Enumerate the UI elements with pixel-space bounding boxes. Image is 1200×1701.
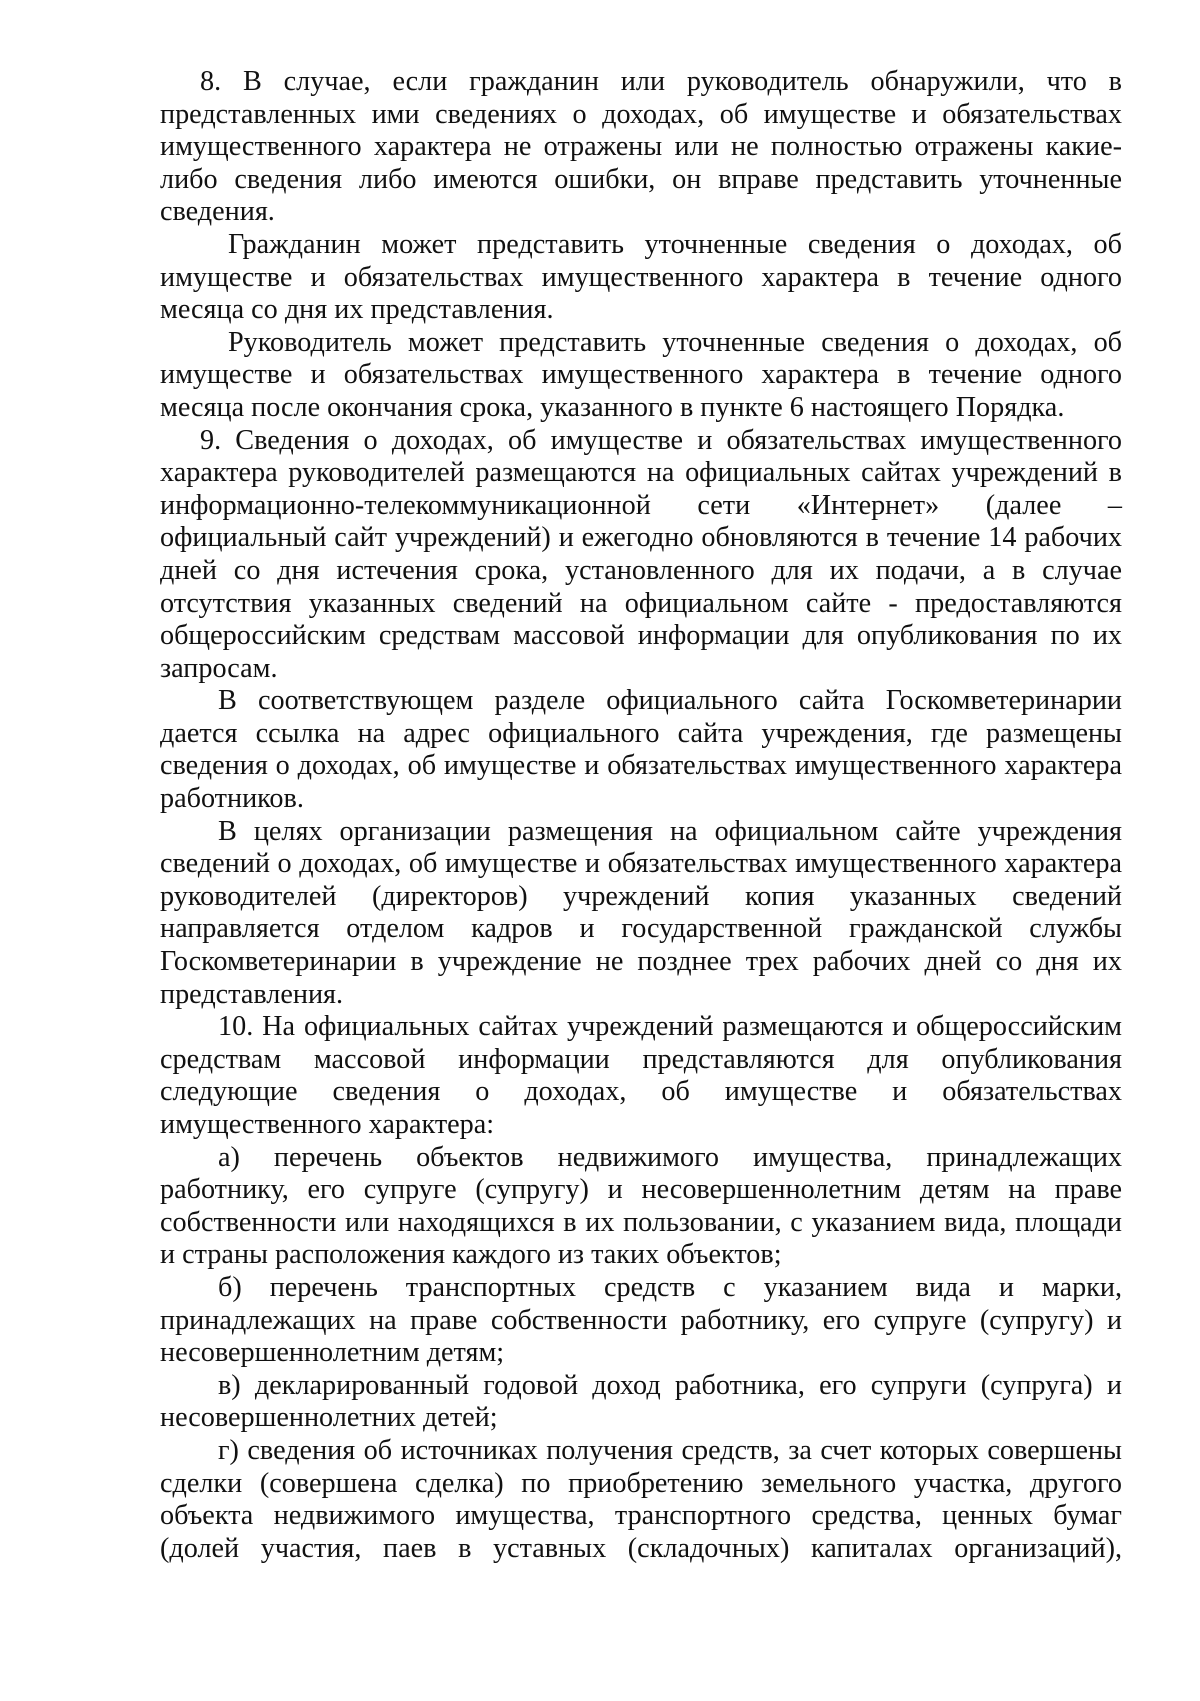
document-body [160, 66, 1122, 1565]
paragraph-item-10: 10. На официальных сайтах учреждений размещаются и общероссийским средствам массовой информации представляются для опубликования следующие сведения о доходах, об имуществе и обязательствах имущественного характера: [160, 1011, 1122, 1140]
list-item-b: б) перечень транспортных средств с указанием вида и марки, принадлежащих на праве собственности работнику, его супруге (супругу) и несовершеннолетним детям; [160, 1271, 1122, 1369]
paragraph-item-8: 8. В случае, если гражданин или руководитель обнаружили, что в представленных ими сведениях о доходах, об имуществе и обязательствах имущественного характера не отражены или не полностью отражены какие-либо сведения либо имеются ошибки, он вправе представить уточненные сведения. [160, 66, 1122, 228]
paragraph-head-correction: Руководитель может представить уточненные сведения о доходах, об имуществе и обязательствах имущественного характера в течение одного месяца после окончания срока, указанного в пункте 6 настоящего Порядка. [160, 326, 1122, 423]
paragraph-website-link: В соответствующем разделе официального сайта Госкомветеринарии дается ссылка на адрес официального сайта учреждения, где размещены сведения о доходах, об имуществе и обязательствах имущественного характера работников. [160, 685, 1122, 815]
list-item-g: г) сведения об источниках получения средств, за счет которых совершены сделки (совершена сделка) по приобретению земельного участка, другого объекта недвижимого имущества, транспортного средства, ценных бумаг (долей участия, паев в уставных (складочных) капиталах организаций), [160, 1434, 1122, 1564]
paragraph-item-9: 9. Сведения о доходах, об имуществе и обязательствах имущественного характера руководителей размещаются на официальных сайтах учреждений в информационно-телекоммуникационной сети «Интернет» (далее – официальный сайт учреждений) и ежегодно обновляются в течение 14 рабочих дней со дня истечения срока, установленного для их подачи, а в случае отсутствия указанных сведений на официальном сайте - предоставляются общероссийским средствам массовой информации для опубликования по их запросам. [160, 424, 1122, 684]
list-item-v: в) декларированный годовой доход работника, его супруги (супруга) и несовершеннолетних детей; [160, 1369, 1122, 1434]
paragraph-citizen-correction: Гражданин может представить уточненные сведения о доходах, об имуществе и обязательствах имущественного характера в течение одного месяца со дня их представления. [160, 228, 1122, 326]
list-item-a: а) перечень объектов недвижимого имущества, принадлежащих работнику, его супруге (супругу) и несовершеннолетним детям на праве собственности или находящихся в их пользовании, с указанием вида, площади и страны расположения каждого из таких объектов; [160, 1141, 1122, 1271]
paragraph-publication-organization: В целях организации размещения на официальном сайте учреждения сведений о доходах, об имуществе и обязательствах имущественного характера руководителей (директоров) учреждений копия указанных сведений направляется отделом кадров и государственной гражданской службы Госкомветеринарии в учреждение не позднее трех рабочих дней со дня их представления. [160, 815, 1122, 1010]
